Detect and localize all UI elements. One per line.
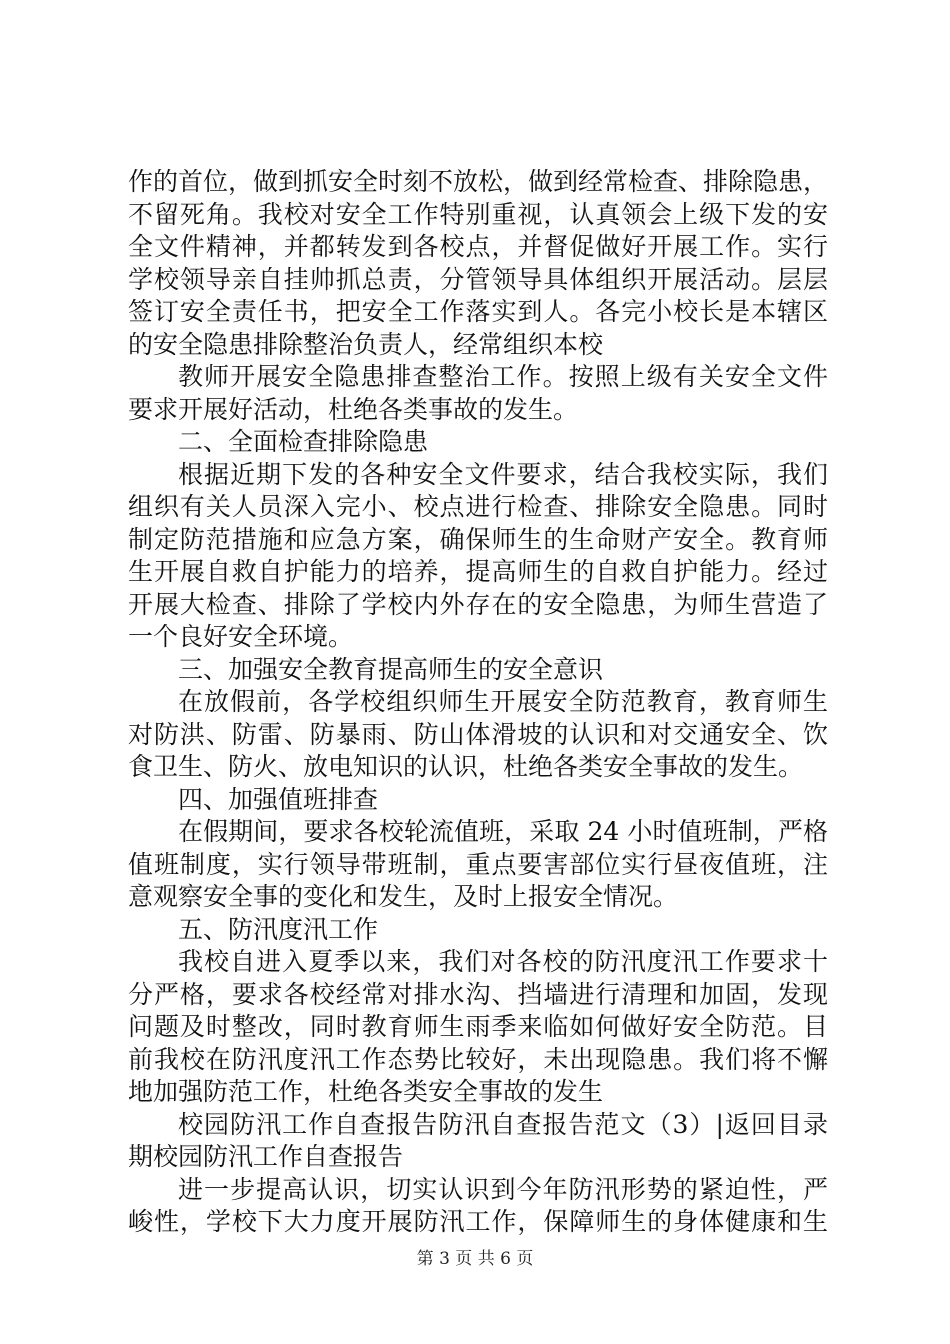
text-line: 我校自进入夏季以来，我们对各校的防汛度汛工作要求十 [178,947,828,976]
text-line: 峻性，学校下大力度开展防汛工作，保障师生的身体健康和生 [128,1207,828,1236]
text-line: 三、加强安全教育提高师生的安全意识 [178,654,604,684]
text-line: 要求开展好活动，杜绝各类事故的发生。 [128,394,579,424]
text-line: 生开展自救自护能力的培养，提高师生的自救自护能力。经过 [128,557,828,586]
text-line: 期校园防汛工作自查报告 [128,1142,404,1171]
text-line: 四、加强值班排查 [178,784,379,814]
text-line: 分严格，要求各校经常对排水沟、挡墙进行清理和加固，发现 [128,979,828,1009]
text-line: 的安全隐患排除整治负责人，经常组织本校 [128,329,604,359]
text-line: 根据近期下发的各种安全文件要求，结合我校实际，我们 [178,459,828,489]
text-line: 学校领导亲自挂帅抓总责，分管领导具体组织开展活动。层层 [128,264,828,294]
text-line: 开展大检查、排除了学校内外存在的安全隐患，为师生营造了 [128,589,828,619]
document-body [128,166,828,1239]
text-line: 意观察安全事的变化和发生，及时上报安全情况。 [128,882,679,911]
text-line: 食卫生、防火、放电知识的认识，杜绝各类安全事故的发生。 [128,752,804,781]
text-line: 一个良好安全环境。 [128,622,354,651]
text-line: 校园防汛工作自查报告防汛自查报告范文（3）|返回目录 [178,1109,828,1139]
text-line: 五、防汛度汛工作 [178,914,379,944]
text-line: 对防洪、防雷、防暴雨、防山体滑坡的认识和对交通安全、饮 [128,719,828,749]
text-line: 二、全面检查排除隐患 [178,427,429,456]
text-line: 地加强防范工作，杜绝各类安全事故的发生 [128,1077,604,1106]
text-line: 值班制度，实行领导带班制，重点要害部位实行昼夜值班，注 [128,849,828,879]
text-line: 在假期间，要求各校轮流值班，采取 24 小时值班制，严格 [178,817,828,846]
text-line: 进一步提高认识，切实认识到今年防汛形势的紧迫性，严 [178,1174,828,1204]
page-footer: 第 3 页 共 6 页 [416,1249,534,1269]
text-line: 在放假前，各学校组织师生开展安全防范教育，教育师生 [178,687,828,716]
text-line: 全文件精神，并都转发到各校点，并督促做好开展工作。实行 [128,232,828,261]
text-line: 签订安全责任书，把安全工作落实到人。各完小校长是本辖区 [128,297,828,326]
text-line: 前我校在防汛度汛工作态势比较好，未出现隐患。我们将不懈 [128,1044,828,1074]
text-line: 作的首位，做到抓安全时刻不放松，做到经常检查、排除隐患， [128,167,829,196]
text-line: 不留死角。我校对安全工作特别重视，认真领会上级下发的安 [128,199,828,229]
text-line: 组织有关人员深入完小、校点进行检查、排除安全隐患。同时 [128,492,828,521]
text-line: 教师开展安全隐患排查整治工作。按照上级有关安全文件 [178,362,828,391]
text-line: 制定防范措施和应急方案，确保师生的生命财产安全。教育师 [128,524,828,554]
text-line: 问题及时整改，同时教育师生雨季来临如何做好安全防范。目 [128,1012,828,1041]
